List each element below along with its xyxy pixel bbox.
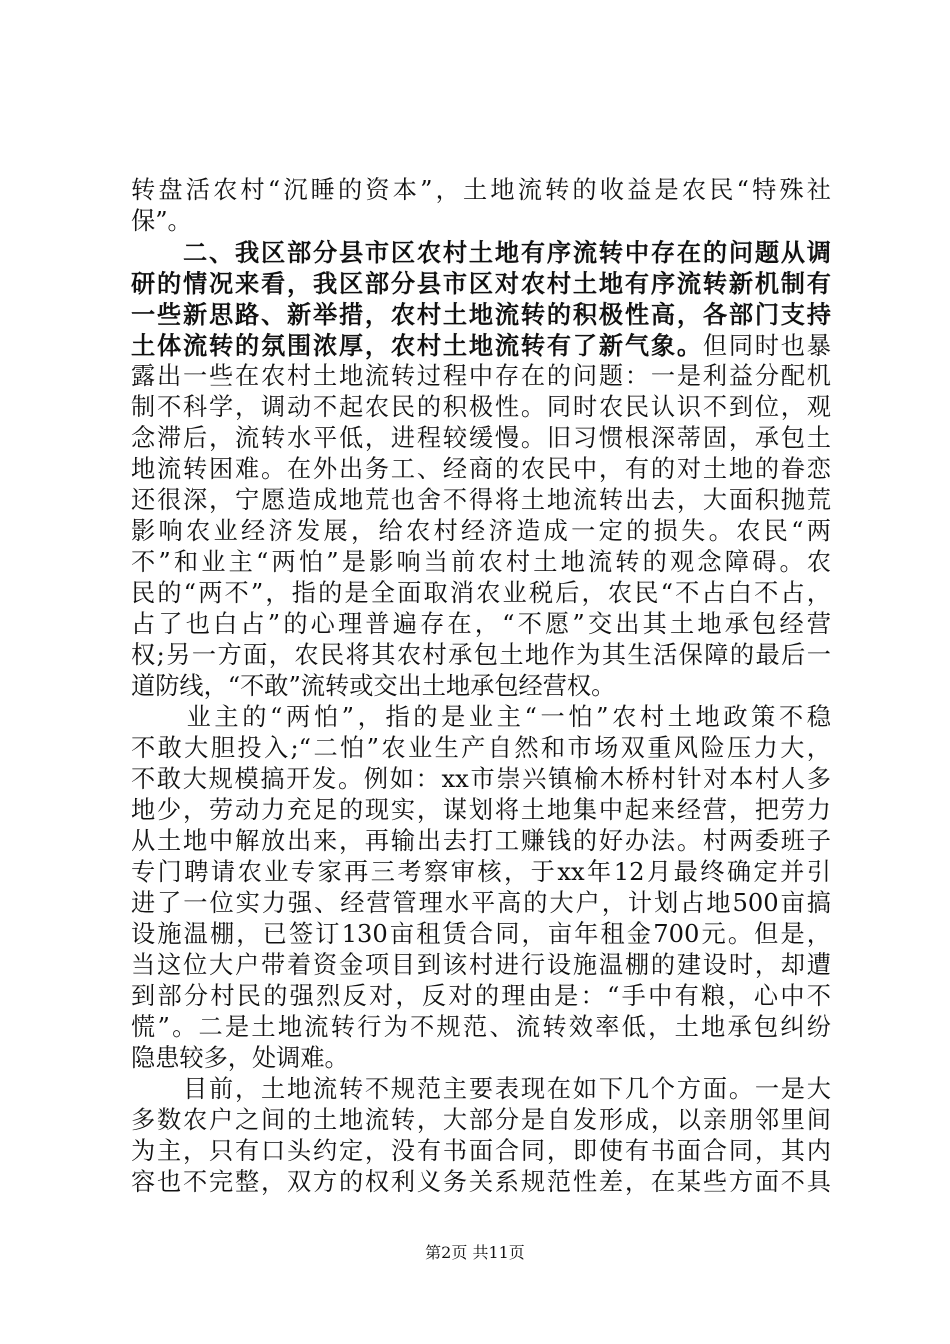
text-line: 不敢大胆投入;“二怕”农业生产自然和市场双重风险压力大，: [131, 734, 831, 762]
text-line-tail: 但同时也暴: [702, 332, 831, 360]
text-line: 业主的“两怕”，指的是业主“一怕”农村土地政策不稳: [131, 703, 831, 731]
text-line: 多数农户之间的土地流转，大部分是自发形成，以亲朋邻里间: [131, 1106, 831, 1134]
text-line: 目前，土地流转不规范主要表现在如下几个方面。一是大: [131, 1075, 831, 1103]
text-line: 隐患较多，处调难。: [131, 1044, 349, 1072]
text-line: 进了一位实力强、经营管理水平高的大户，计划占地500亩搞: [131, 889, 831, 917]
text-line: 露出一些在农村土地流转过程中存在的问题：一是利益分配机: [131, 362, 831, 390]
text-line: 容也不完整，双方的权利义务关系规范性差，在某些方面不具: [131, 1168, 831, 1196]
text-line: 设施温棚，已签订130亩租赁合同，亩年租金700元。但是，: [131, 920, 831, 948]
text-line: 到部分村民的强烈反对，反对的理由是：“手中有粮，心中不: [131, 982, 831, 1010]
text-line: 民的“两不”，指的是全面取消农业税后，农民“不占白不占，: [131, 579, 831, 607]
text-line: 念滞后，流转水平低，进程较缓慢。旧习惯根深蒂固，承包土: [131, 424, 831, 452]
text-line: 从土地中解放出来，再输出去打工赚钱的好办法。村两委班子: [131, 827, 831, 855]
section-heading-line: 二、我区部分县市区农村土地有序流转中存在的问题从调: [131, 238, 831, 267]
section-heading-line: 研的情况来看，我区部分县市区对农村土地有序流转新机制有: [131, 269, 831, 298]
text-line: 不”和业主“两怕”是影响当前农村土地流转的观念障碍。农: [131, 548, 831, 576]
text-line: 为主，只有口头约定，没有书面合同，即使有书面合同，其内: [131, 1137, 831, 1165]
document-body: [131, 175, 831, 1198]
text-line: 慌”。二是土地流转行为不规范、流转效率低，土地承包纠纷: [131, 1013, 831, 1041]
text-line: 还很深，宁愿造成地荒也舍不得将土地流转出去，大面积抛荒: [131, 486, 831, 514]
text-line-mixed: [131, 330, 831, 361]
text-line: 地流转困难。在外出务工、经商的农民中，有的对土地的眷恋: [131, 455, 831, 483]
text-line: 权;另一方面，农民将其农村承包土地作为其生活保障的最后一: [131, 641, 831, 669]
text-line: 不敢大规模搞开发。例如：xx市崇兴镇榆木桥村针对本村人多: [131, 765, 831, 793]
text-line: 专门聘请农业专家再三考察审核，于xx年12月最终确定并引: [131, 858, 831, 886]
text-line: 制不科学，调动不起农民的积极性。同时农民认识不到位，观: [131, 393, 831, 421]
text-line: 保”。: [131, 207, 192, 235]
text-line: 道防线，“不敢”流转或交出土地承包经营权。: [131, 672, 616, 700]
text-line: 地少，劳动力充足的现实，谋划将土地集中起来经营，把劳力: [131, 796, 831, 824]
section-heading-line: 一些新思路、新举措，农村土地流转的积极性高，各部门支持: [131, 300, 831, 329]
text-line: 转盘活农村“沉睡的资本”，土地流转的收益是农民“特殊社: [131, 176, 831, 204]
section-heading-tail: 土体流转的氛围浓厚，农村土地流转有了新气象。: [131, 331, 703, 360]
page-footer: 第2页 共11页: [425, 1243, 525, 1262]
text-line: 当这位大户带着资金项目到该村进行设施温棚的建设时，却遭: [131, 951, 831, 979]
text-line: 影响农业经济发展，给农村经济造成一定的损失。农民“两: [131, 517, 831, 545]
text-line: 占了也白占”的心理普遍存在，“不愿”交出其土地承包经营: [131, 610, 831, 638]
